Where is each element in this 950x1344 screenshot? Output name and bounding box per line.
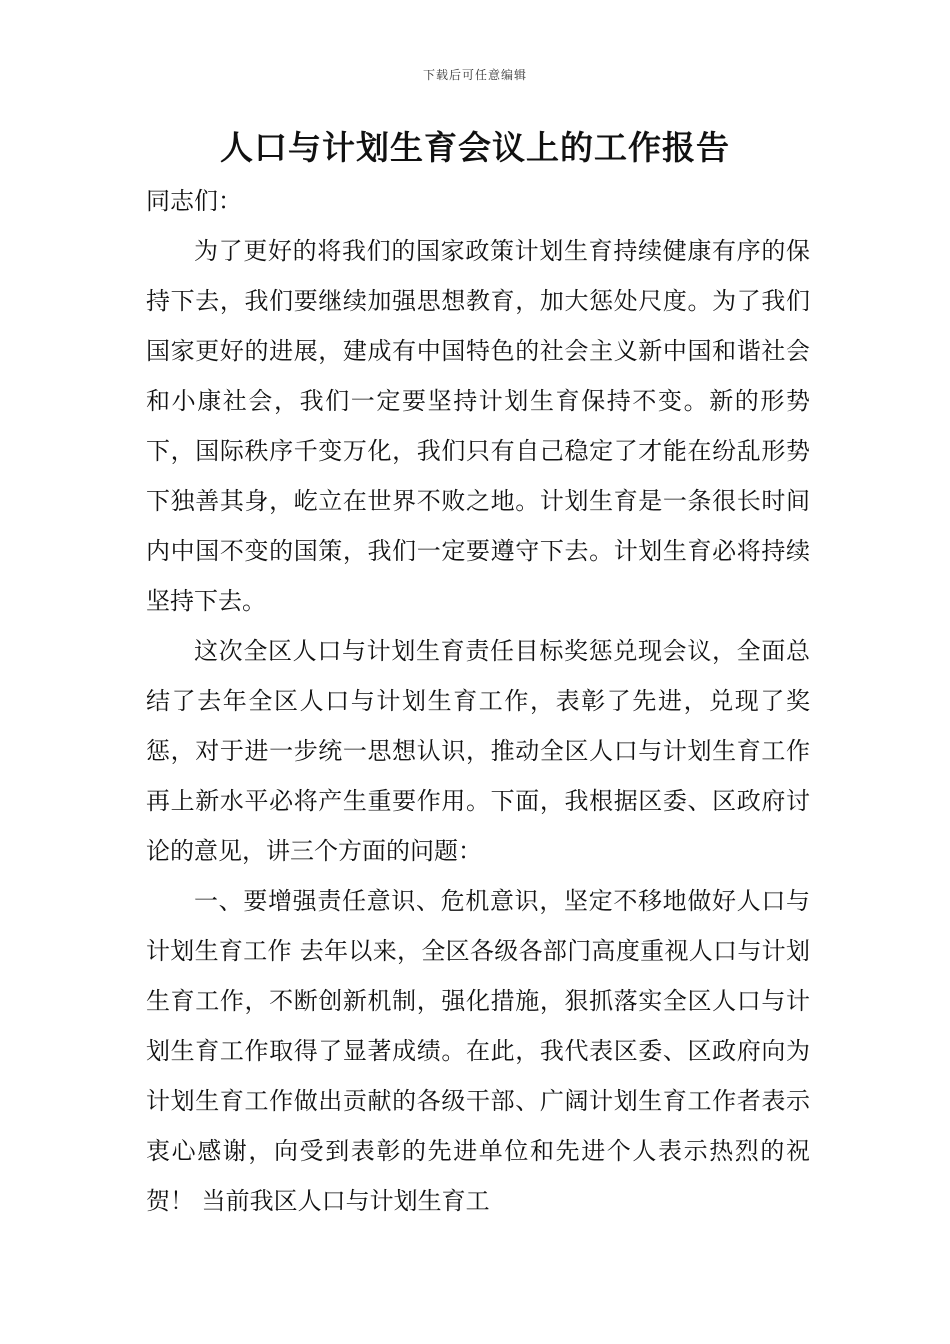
paragraph-2: 这次全区人口与计划生育责任目标奖惩兑现会议，全面总结了去年全区人口与计划生育工作，表彰了先进，兑现了奖惩，对于进一步统一思想认识，推动全区人口与计划生育工作再上新水平必将产生重要作用。下面，我根据区委、区政府讨论的意见，讲三个方面的问题： (146, 637, 810, 865)
header-note: 下载后可任意编辑 (422, 68, 527, 82)
document-title: 人口与计划生育会议上的工作报告 (220, 128, 730, 167)
document-body (146, 176, 810, 1226)
paragraph-1: 为了更好的将我们的国家政策计划生育持续健康有序的保持下去，我们要继续加强思想教育，加大惩处尺度。为了我们国家更好的进展，建成有中国特色的社会主义新中国和谐社会和小康社会，我们一定要坚持计划生育保持不变。新的形势下，国际秩序千变万化，我们只有自己稳定了才能在纷乱形势下独善其身，屹立在世界不败之地。计划生育是一条很长时间内中国不变的国策，我们一定要遵守下去。计划生育必将持续坚持下去。 (146, 237, 810, 615)
paragraph-3: 一、要增强责任意识、危机意识，坚定不移地做好人口与计划生育工作 去年以来，全区各级各部门高度重视人口与计划生育工作，不断创新机制，强化措施，狠抓落实全区人口与计划生育工作取得了显著成绩。在此，我代表区委、区政府向为计划生育工作做出贡献的各级干部、广阔计划生育工作者表示衷心感谢，向受到表彰的先进单位和先进个人表示热烈的祝贺！ 当前我区人口与计划生育工 (146, 887, 810, 1215)
salutation: 同志们： (146, 187, 242, 215)
